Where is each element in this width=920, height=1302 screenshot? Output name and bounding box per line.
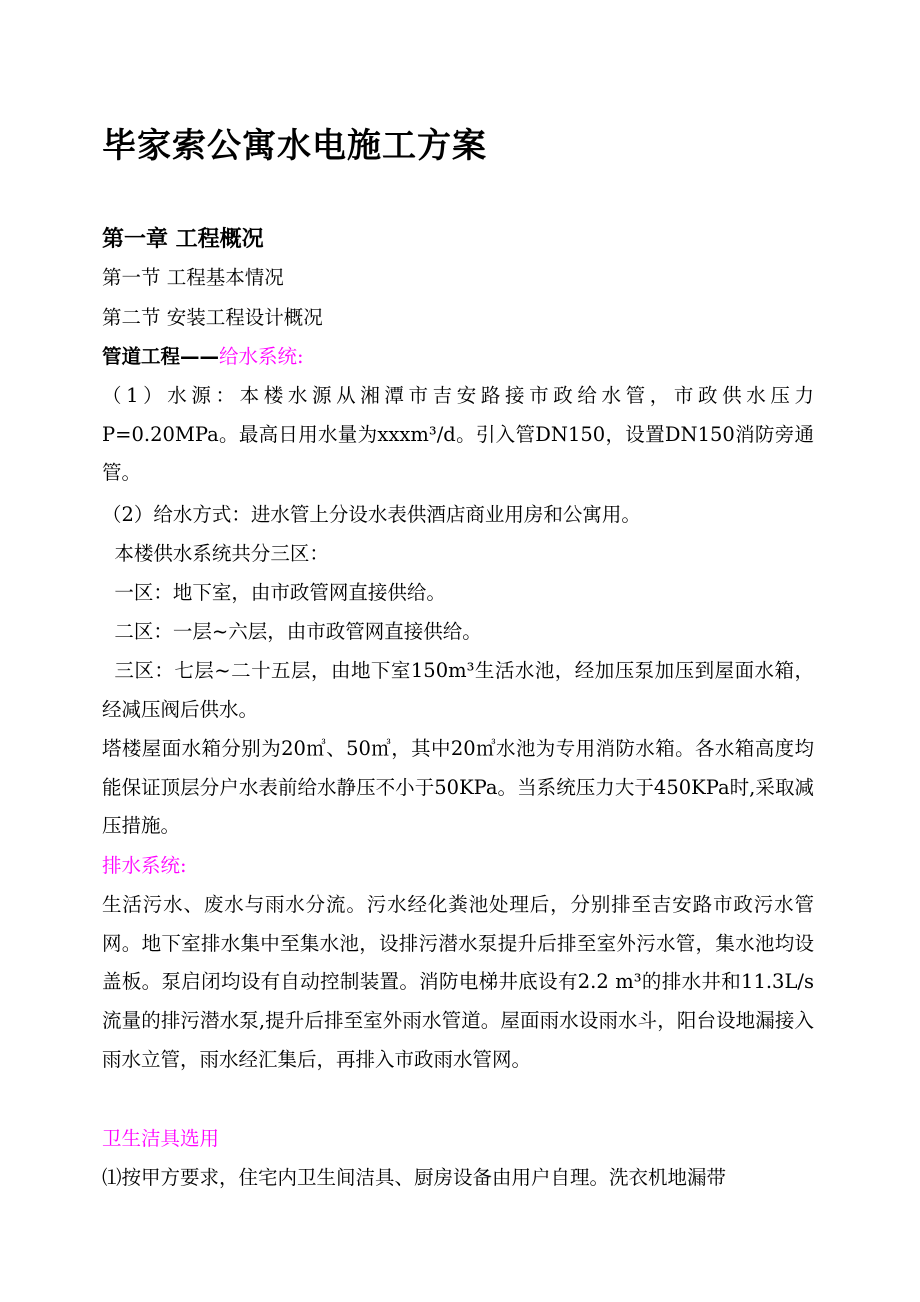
paragraph-zone-2: 二区：一层~六层，由市政管网直接供给。 [114,620,482,643]
paragraph-sanitary-ware: ⑴按甲方要求，住宅内卫生间洁具、厨房设备由用户自理。洗衣机地漏带 [102,1166,727,1189]
paragraph-drainage: 生活污水、废水与雨水分流。污水经化粪池处理后，分别排至吉安路市政污水管网。地下室排水集中至集水池，设排污潜水泵提升后排至室外污水管，集水池均设盖板。泵启闭均设有自动控制装置。消防电梯井底设有2.2 m³的排水井和11.3L/s流量的排污潜水泵,提升后排至室外雨水管道。屋面雨水设雨水斗，阳台设地漏接入雨水立管，雨水经汇集后，再排入市政雨水管网。 [102,893,814,1071]
section-heading-1: 第一节 工程基本情况 [102,266,284,289]
pipe-engineering-heading [102,338,304,376]
section-heading-2: 第二节 安装工程设计概况 [102,306,323,329]
document-title: 毕家索公寓水电施工方案 [102,126,487,166]
paragraph-zone-3: 三区：七层~二十五层，由地下室150m³生活水池，经加压泵加压到屋面水箱，经减压阀后供水。 [102,659,814,721]
paragraph-zones-intro: 本楼供水系统共分三区： [114,542,329,565]
chapter-heading: 第一章 工程概况 [102,227,264,252]
sanitary-ware-heading: 卫生洁具选用 [102,1127,220,1150]
water-supply-heading: 给水系统: [219,345,304,368]
paragraph-zone-1: 一区：地下室，由市政管网直接供给。 [114,581,446,604]
paragraph-roof-tanks: 塔楼屋面水箱分别为20㎥、50㎥，其中20㎥水池为专用消防水箱。各水箱高度均能保证顶层分户水表前给水静压不小于50KPa。当系统压力大于450KPa时,采取减压措施。 [102,737,814,838]
paragraph-water-source: （1）水源：本楼水源从湘潭市吉安路接市政给水管，市政供水压力P=0.20MPa。最高日用水量为xxxm³/d。引入管DN150，设置DN150消防旁通管。 [102,384,814,485]
paragraph-supply-method: （2）给水方式：进水管上分设水表供酒店商业用房和公寓用。 [102,503,641,526]
drainage-heading: 排水系统: [102,854,187,877]
pipe-heading-label: 管道工程—— [102,345,220,368]
